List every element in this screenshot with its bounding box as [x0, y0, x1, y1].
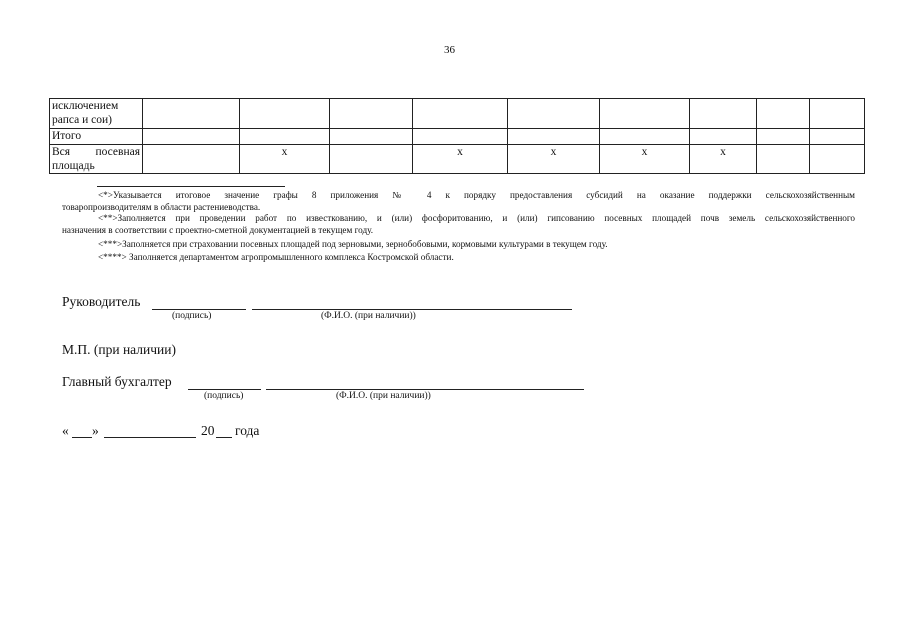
table-cell	[690, 99, 757, 129]
table-cell	[600, 99, 690, 129]
date-quote-close: »	[92, 423, 99, 438]
table-row	[50, 145, 865, 174]
footnote-1	[62, 190, 855, 213]
date-year-line	[216, 437, 232, 438]
accountant-name-caption: (Ф.И.О. (при наличии))	[336, 391, 431, 401]
table-cell	[413, 99, 508, 129]
table-cell	[330, 145, 413, 174]
row-label-line: исключением	[52, 100, 119, 112]
table-cell	[600, 129, 690, 145]
head-label: Руководитель	[62, 294, 141, 309]
row-label-line: рапса и сои)	[52, 114, 112, 126]
table-cell	[810, 99, 865, 129]
head-name-line	[252, 309, 572, 310]
footnote-separator	[97, 186, 285, 187]
table-cell: x	[413, 145, 508, 174]
footnote-2-line-2: назначения в соответствии с проектно-сметной документацией в текущем году.	[62, 224, 374, 235]
footnote-4-text: <****> Заполняется департаментом агропромышленного комплекса Костромской области.	[98, 252, 454, 262]
table-cell	[330, 129, 413, 145]
table-cell	[330, 99, 413, 129]
date-month-line	[104, 437, 196, 438]
head-signature-line	[152, 309, 246, 310]
table-cell	[690, 129, 757, 145]
footnote-2	[62, 213, 855, 236]
accountant-signature-line	[188, 389, 261, 390]
table-cell	[413, 129, 508, 145]
table-cell: x	[240, 145, 330, 174]
table-cell	[143, 99, 240, 129]
date-quote-open: «	[62, 423, 69, 438]
accountant-name-line	[266, 389, 584, 390]
accountant-signature-caption: (подпись)	[204, 391, 244, 401]
page-number: 36	[444, 44, 455, 56]
footnote-3	[62, 239, 855, 251]
footnote-4	[62, 252, 855, 264]
date-year-prefix: 20	[201, 423, 215, 438]
data-table	[49, 98, 865, 174]
table-cell	[508, 129, 600, 145]
accountant-label: Главный бухгалтер	[62, 374, 172, 389]
footnote-3-text: <***>Заполняется при страховании посевных площадей под зерновыми, зернобобовыми, кормовыми культурами в текущем году.	[98, 239, 608, 249]
table-cell	[240, 99, 330, 129]
table-row	[50, 99, 865, 129]
table-cell	[810, 129, 865, 145]
table-cell	[240, 129, 330, 145]
table-body	[50, 99, 865, 174]
date-day-line	[72, 437, 92, 438]
row-label-cell	[50, 129, 143, 145]
table-cell: x	[690, 145, 757, 174]
row-label-line: площадь	[52, 160, 95, 172]
table-cell	[757, 99, 810, 129]
table-cell	[757, 145, 810, 174]
table-cell	[143, 129, 240, 145]
table-cell	[757, 129, 810, 145]
table-row	[50, 129, 865, 145]
head-signature-caption: (подпись)	[172, 311, 212, 321]
footnote-1-line-2: товаропроизводителям в области растениеводства.	[62, 201, 261, 212]
row-label-line: Итого	[52, 130, 82, 142]
row-label-line: Вся посевная	[52, 146, 140, 158]
table-cell	[143, 145, 240, 174]
table-cell	[508, 99, 600, 129]
stamp-label: М.П. (при наличии)	[62, 342, 176, 357]
row-label-cell	[50, 99, 143, 129]
table-cell: x	[600, 145, 690, 174]
table-cell: x	[508, 145, 600, 174]
table-cell	[810, 145, 865, 174]
head-name-caption: (Ф.И.О. (при наличии))	[321, 311, 416, 321]
row-label-cell	[50, 145, 143, 174]
footnote-1-line-1: <*>Указывается итоговое значение графы 8 приложения № 4 к порядку предоставления субсидий на оказание поддержки сельскохозяйственным	[98, 190, 855, 200]
footnote-2-line-1: <**>Заполняется при проведении работ по известкованию, и (или) фосфоритованию, и (или) гипсованию посевных площадей почв земель сельскохозяйственного	[98, 213, 855, 223]
date-year-suffix: года	[235, 423, 260, 438]
